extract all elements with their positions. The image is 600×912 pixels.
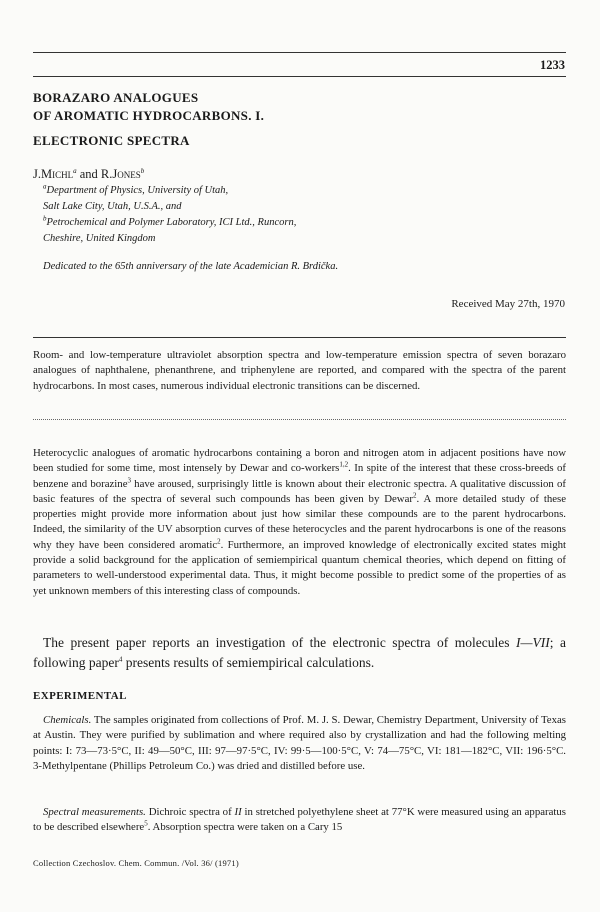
- header-rule: [33, 52, 566, 53]
- author-1: Michl: [41, 167, 74, 181]
- author-conjunction: and R.: [76, 167, 113, 181]
- author-prefix: J.: [33, 167, 41, 181]
- intro-paragraph-1: Heterocyclic analogues of aromatic hydrocarbons containing a boron and nitrogen atom in adjacent positions have now been studied for some time, most intensely by Dewar and co-workers$^{1,2}$. In spite of the interest that these cross-breeds of benzene and borazine$^3$ have aroused, surprisingly little is known about their electronic spectra. A qualitative discussion of basic features of the spectra of several such compounds has been given by Dewar$^2$. A more detailed study of these properties might provide more information about just how similar these compounds are to the parent hydrocarbons. Indeed, the similarity of the UV absorption curves of these heterocycles and the parent hydrocarbons is one of the reasons why they have been considered aromatic$^2$. Furthermore, an improved knowledge of electronically excited states might provide a solid background for the application of semiempirical quantum chemical theories, which depend on fitting of parameters to well-understood experimental data. Thus, it might become possible to predict some of the properties of as yet unknown members of this interesting class of compounds.: [33, 447, 567, 597]
- title-line-1: BORAZARO ANALOGUES: [33, 90, 199, 105]
- title-line-3: ELECTRONIC SPECTRA: [33, 133, 190, 148]
- affil-mark-b: b: [43, 214, 47, 223]
- title-line-2: OF AROMATIC HYDROCARBONS. I.: [33, 108, 265, 123]
- affil-a-text-1: Department of Physics, University of Utah,: [46, 185, 229, 196]
- abstract-rule-top: [33, 337, 566, 338]
- received-date: Received May 27th, 1970: [451, 298, 565, 310]
- affiliation-b-line-2: Cheshire, United Kingdom: [43, 233, 156, 244]
- affiliation-a-line-2: Salt Lake City, Utah, U.S.A., and: [43, 201, 182, 212]
- author-2-affil-mark: b: [140, 166, 145, 175]
- authors: [33, 167, 144, 182]
- intro-paragraph-2: The present paper reports an investigation of the electronic spectra of molecules I—VII; a following paper$^4$ presents results of semiempirical calculations.: [33, 635, 566, 670]
- section-heading-experimental: EXPERIMENTAL: [33, 690, 127, 702]
- header-rule-lower: [33, 76, 566, 77]
- experimental-spectral: Spectral measurements. Dichroic spectra of II in stretched polyethylene sheet at 77°K were measured using an apparatus to be described elsewhere$^5$. Absorption spectra were taken on a Cary 15: [33, 806, 567, 834]
- abstract-rule-bottom: [33, 419, 566, 420]
- affil-b-text-1: Petrochemical and Polymer Laboratory, ICI Ltd., Runcorn,: [46, 217, 297, 228]
- author-1-affil-mark: a: [73, 166, 77, 175]
- experimental-chemicals: Chemicals. The samples originated from collections of Prof. M. J. S. Dewar, Chemistry Department, University of Texas at Austin. They were purified by sublimation and where required also by crystallization and had the following melting points: I: 73—73·5°C, II: 49—50°C, III: 97—97·5°C, IV: 99·5—100·5°C, V: 74—75°C, VI: 181—182°C, VII: 196·5°C. 3-Methylpentane (Phillips Petroleum Co.) was dried and distilled before use.: [33, 714, 566, 772]
- affiliation-a-line-1: [43, 182, 229, 196]
- page-number: 1233: [540, 58, 565, 72]
- abstract: Room- and low-temperature ultraviolet absorption spectra and low-temperature emission spectra of seven borazaro analogues of naphthalene, phenanthrene, and triphenylene are reported, and compared with the spectra of the parent hydrocarbons. In most cases, numerous individual electronic transitions can be discerned.: [33, 349, 566, 392]
- affil-mark-a: a: [43, 182, 47, 191]
- affiliation-b-line-1: [43, 214, 297, 228]
- dedication: Dedicated to the 65th anniversary of the late Academician R. Brdička.: [43, 261, 339, 272]
- journal-footer: Collection Czechoslov. Chem. Commun. /Vol. 36/ (1971): [33, 858, 239, 868]
- author-2: Jones: [112, 167, 141, 181]
